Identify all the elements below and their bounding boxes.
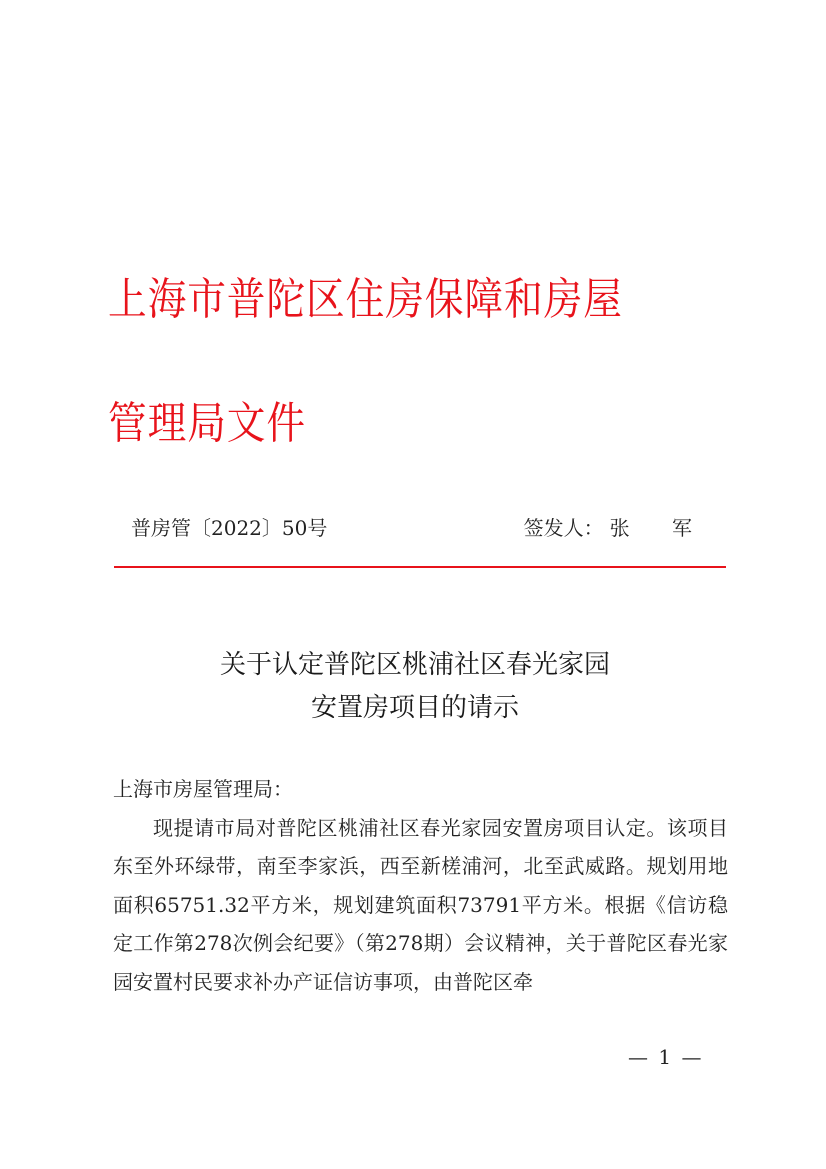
salutation: 上海市房屋管理局： xyxy=(113,777,293,801)
issuer-block xyxy=(524,512,710,544)
issuer-label: 签发人： xyxy=(523,516,604,540)
subject-line-1: 关于认定普陀区桃浦社区春光家园 xyxy=(219,650,610,680)
subject-line-2: 安置房项目的请示 xyxy=(310,693,519,723)
document-body xyxy=(113,770,728,1002)
document-subject xyxy=(100,644,730,730)
header-divider xyxy=(114,566,726,568)
document-header-title: 上海市普陀区住房保障和房屋管理局文件 xyxy=(108,274,623,449)
page-number: — 1 — xyxy=(628,1045,704,1069)
issuer-name: 张 军 xyxy=(609,516,710,540)
body-paragraph: 现提请市局对普陀区桃浦社区春光家园安置房项目认定。该项目东至外环绿带，南至李家浜，西至新槎浦河，北至武威路。规划用地面积65751.32平方米，规划建筑面积73791平方米。根据《信访稳定工作第278次例会纪要》（第278期）会议精神，关于普陀区春光家园安置村民要求补办产证信访事项，由普陀区牵 xyxy=(113,815,728,994)
document-number: 普房管〔2022〕50号 xyxy=(131,516,328,540)
